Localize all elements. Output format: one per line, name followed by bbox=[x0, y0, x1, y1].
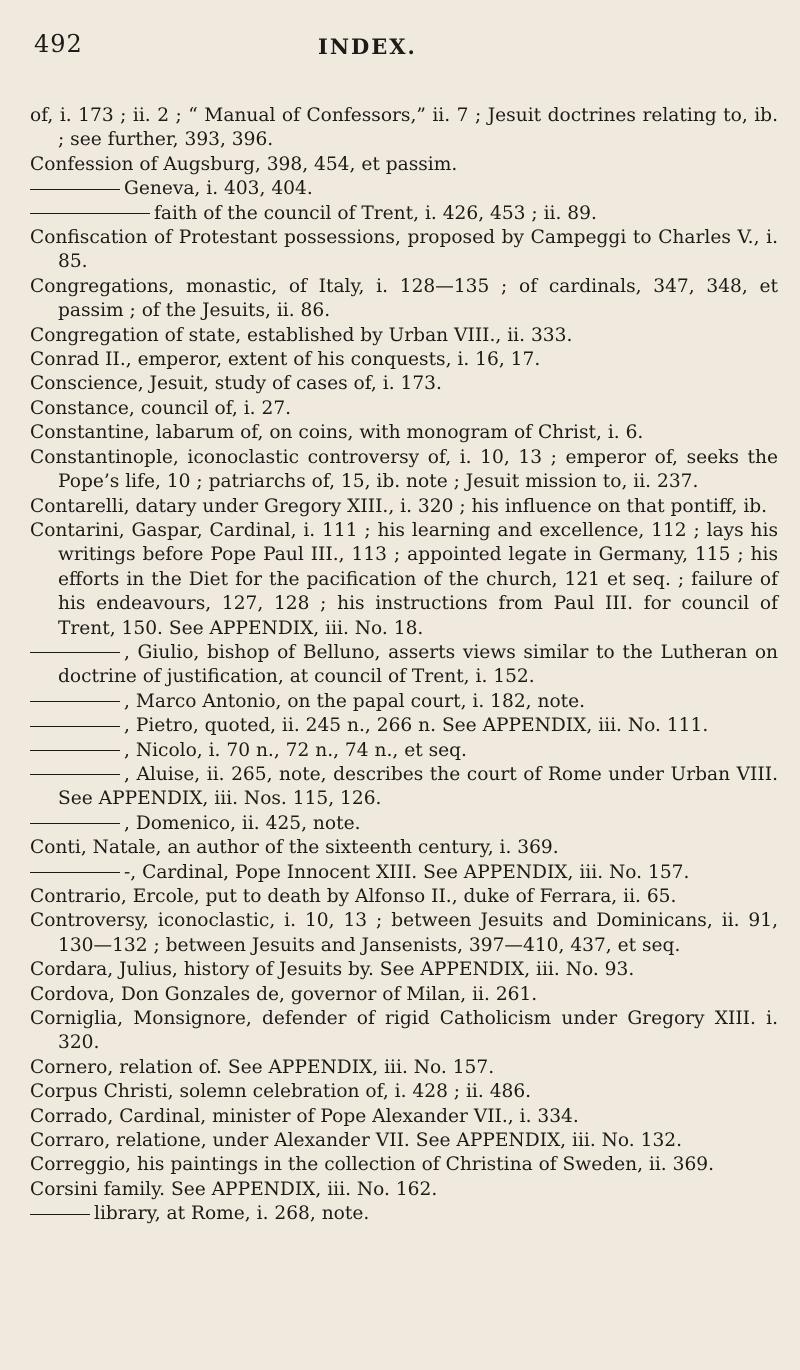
index-entry bbox=[30, 763, 778, 812]
index-entry-text: Cordara, Julius, history of Jesuits by. See APPENDIX, iii. No. 93. bbox=[30, 959, 635, 981]
index-entry-text: Contrario, Ercole, put to death by Alfonso II., duke of Ferrara, ii. 65. bbox=[30, 886, 677, 907]
index-entry bbox=[30, 714, 778, 738]
ditto-dash bbox=[30, 189, 120, 190]
index-entry-text: Cordova, Don Gonzales de, governor of Milan, ii. 261. bbox=[30, 983, 538, 1005]
index-entry bbox=[30, 1178, 778, 1202]
ditto-dash bbox=[30, 1214, 90, 1215]
index-entry-text: Confession of Augsburg, 398, 454, et passim. bbox=[30, 153, 458, 175]
ditto-dash bbox=[30, 726, 120, 727]
index-entry-text: Contarelli, datary under Gregory XIII., i. 320 ; his influence on that pontiff, ib. bbox=[30, 495, 768, 517]
index-entry bbox=[30, 372, 778, 396]
index-entry bbox=[30, 324, 778, 348]
index-entry bbox=[30, 861, 778, 885]
index-entry-text: Corpus Christi, solemn celebration of, i. 428 ; ii. 486. bbox=[30, 1081, 532, 1103]
index-entry bbox=[30, 1202, 778, 1226]
index-entry bbox=[30, 983, 778, 1007]
index-entry bbox=[30, 153, 778, 177]
index-entry bbox=[30, 909, 778, 958]
index-entry-text: -, Cardinal, Pope Innocent XIII. See APPENDIX, iii. No. 157. bbox=[124, 861, 690, 883]
index-entry bbox=[30, 1007, 778, 1056]
index-entry-text: faith of the council of Trent, i. 426, 453 ; ii. 89. bbox=[154, 202, 597, 224]
index-entry-text: Congregations, monastic, of Italy, i. 128—135 ; of cardinals, 347, 348, et passim ; of the Jesuits, ii. 86. bbox=[30, 275, 778, 322]
index-entry bbox=[30, 1080, 778, 1104]
index-entry-text: Corrado, Cardinal, minister of Pope Alexander VII., i. 334. bbox=[30, 1105, 579, 1127]
index-entry-text: , Domenico, ii. 425, note. bbox=[124, 812, 361, 834]
ditto-dash bbox=[30, 750, 120, 751]
index-entries bbox=[30, 104, 778, 1227]
index-entry bbox=[30, 885, 778, 909]
index-entry bbox=[30, 958, 778, 982]
ditto-dash bbox=[30, 652, 120, 653]
index-entry bbox=[30, 202, 778, 226]
index-entry-text: of, i. 173 ; ii. 2 ; “ Manual of Confessors,” ii. 7 ; Jesuit doctrines relating to, ib. ; see further, 393, 396. bbox=[30, 105, 778, 151]
running-title: INDEX. bbox=[318, 34, 417, 59]
index-entry-text: , Aluise, ii. 265, note, describes the court of Rome under Urban VIII. See APPENDIX, iii. Nos. 115, 126. bbox=[58, 763, 778, 810]
index-entry-text: , Nicolo, i. 70 n., 72 n., 74 n., et seq. bbox=[124, 739, 467, 761]
index-entry-text: Corraro, relatione, under Alexander VII. See APPENDIX, iii. No. 132. bbox=[30, 1130, 683, 1152]
index-entry bbox=[30, 275, 778, 324]
index-entry bbox=[30, 397, 778, 421]
index-entry-text: Corsini family. See APPENDIX, iii. No. 162. bbox=[30, 1178, 438, 1200]
index-entry bbox=[30, 421, 778, 445]
ditto-dash bbox=[30, 823, 120, 824]
ditto-dash bbox=[30, 701, 120, 702]
index-entry bbox=[30, 226, 778, 275]
ditto-dash bbox=[30, 213, 150, 214]
index-entry bbox=[30, 1129, 778, 1153]
index-entry bbox=[30, 1056, 778, 1080]
index-entry-text: Confiscation of Protestant possessions, proposed by Campeggi to Charles V., i. 85. bbox=[30, 227, 778, 273]
ditto-dash bbox=[30, 872, 120, 873]
index-entry-text: , Giulio, bishop of Belluno, asserts views similar to the Lutheran on doctrine of justification, at council of Trent, i. 152. bbox=[58, 641, 778, 688]
index-entry-text: library, at Rome, i. 268, note. bbox=[94, 1203, 370, 1225]
index-entry-text: , Pietro, quoted, ii. 245 n., 266 n. See APPENDIX, iii. No. 111. bbox=[124, 715, 709, 737]
index-entry bbox=[30, 495, 778, 519]
index-entry-text: , Marco Antonio, on the papal court, i. 182, note. bbox=[124, 690, 586, 712]
index-entry-text: Geneva, i. 403, 404. bbox=[124, 178, 313, 200]
index-entry-text: Controversy, iconoclastic, i. 10, 13 ; between Jesuits and Dominicans, ii. 91, 130—132 ; between Jesuits and Jansenists, 397—410, 437, et seq. bbox=[30, 910, 778, 956]
index-entry bbox=[30, 690, 778, 714]
index-entry-text: Corniglia, Monsignore, defender of rigid Catholicism under Gregory XIII. i. 320. bbox=[30, 1008, 778, 1054]
ditto-dash bbox=[30, 774, 120, 775]
index-entry bbox=[30, 812, 778, 836]
index-entry bbox=[30, 519, 778, 641]
index-entry bbox=[30, 1153, 778, 1177]
index-entry-text: Congregation of state, established by Urban VIII., ii. 333. bbox=[30, 324, 573, 346]
page-header bbox=[0, 28, 800, 68]
index-entry bbox=[30, 446, 778, 495]
index-entry-text: Correggio, his paintings in the collection of Christina of Sweden, ii. 369. bbox=[30, 1154, 715, 1176]
index-entry-text: Conrad II., emperor, extent of his conquests, i. 16, 17. bbox=[30, 349, 541, 371]
index-entry-text: Conscience, Jesuit, study of cases of, i. 173. bbox=[30, 373, 442, 395]
index-entry bbox=[30, 177, 778, 201]
index-entry-text: Constantine, labarum of, on coins, with monogram of Christ, i. 6. bbox=[30, 422, 644, 444]
index-entry-text: Constantinople, iconoclastic controversy of, i. 10, 13 ; emperor of, seeks the Pope’s life, 10 ; patriarchs of, 15, ib. note ; Jesuit mission to, ii. 237. bbox=[30, 446, 778, 493]
index-entry bbox=[30, 739, 778, 763]
index-entry-text: Conti, Natale, an author of the sixteenth century, i. 369. bbox=[30, 837, 559, 859]
index-entry-text: Cornero, relation of. See APPENDIX, iii. No. 157. bbox=[30, 1056, 495, 1078]
index-entry bbox=[30, 836, 778, 860]
index-entry-text: Constance, council of, i. 27. bbox=[30, 397, 292, 419]
index-entry-text: Contarini, Gaspar, Cardinal, i. 111 ; his learning and excellence, 112 ; lays his writings before Pope Paul III., 113 ; appointed legate in Germany, 115 ; his efforts in the Diet for the pacification of the church, 121 et seq. ; failure of his endeavours, 127, 128 ; his instructions from Paul III. for council of Trent, 150. See APPENDIX, iii. No. 18. bbox=[30, 519, 778, 639]
index-entry bbox=[30, 348, 778, 372]
index-entry bbox=[30, 104, 778, 153]
index-entry bbox=[30, 641, 778, 690]
index-entry bbox=[30, 1105, 778, 1129]
page-number: 492 bbox=[34, 30, 83, 58]
